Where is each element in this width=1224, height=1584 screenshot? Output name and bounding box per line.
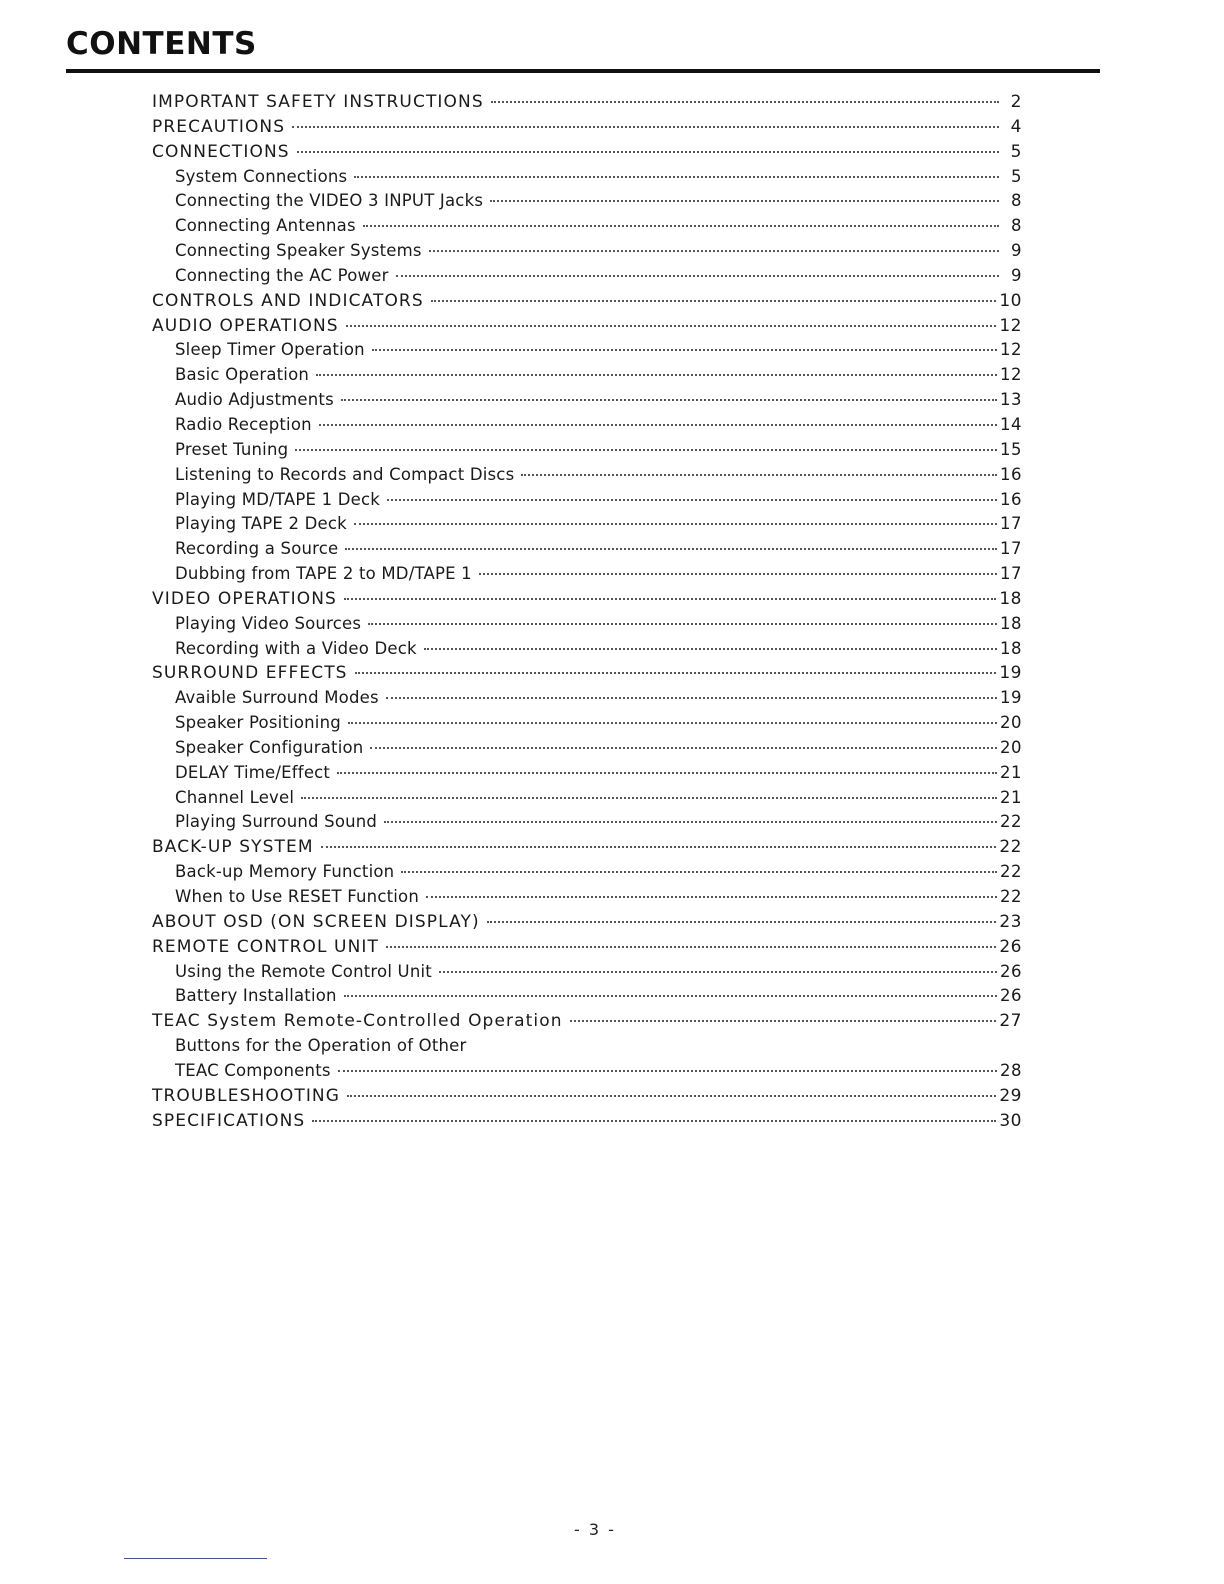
toc-entry-page: 18 [1000, 613, 1022, 633]
toc-dot-leader [348, 721, 997, 724]
toc-entry-label: Using the Remote Control Unit [175, 961, 432, 981]
toc-entry-page: 19 [1000, 688, 1022, 708]
toc-dot-leader [570, 1019, 997, 1022]
toc-entry [152, 612, 1022, 637]
toc-dot-leader [401, 870, 997, 873]
toc-entry-page: 12 [1000, 340, 1022, 360]
toc-dot-leader [386, 696, 997, 699]
toc-entry-page: 4 [1010, 116, 1022, 137]
toc-entry [152, 860, 1022, 885]
toc-entry-page: 30 [999, 1110, 1022, 1131]
toc-entry-page: 17 [1000, 564, 1022, 584]
toc-dot-leader [490, 199, 999, 202]
toc-dot-leader [347, 1094, 996, 1097]
toc-entry-page: 13 [1000, 390, 1022, 410]
toc-entry [152, 910, 1022, 935]
toc-entry-label: Playing TAPE 2 Deck [175, 514, 347, 534]
toc-entry-label: CONTROLS AND INDICATORS [152, 290, 424, 311]
toc-entry-page: 26 [1000, 961, 1022, 981]
toc-dot-leader [363, 224, 999, 227]
toc-dot-leader [312, 1119, 996, 1122]
toc-entry [152, 810, 1022, 835]
toc-entry-page: 12 [1000, 365, 1022, 385]
toc-entry-label: Playing Surround Sound [175, 812, 378, 832]
toc-entry-page: 8 [1011, 216, 1022, 236]
toc-entry-label: REMOTE CONTROL UNIT [152, 936, 380, 957]
toc-entry [152, 661, 1022, 686]
toc-entry-page: 22 [1000, 887, 1022, 906]
page-title: CONTENTS [66, 26, 257, 62]
toc-entry-label: VIDEO OPERATIONS [152, 588, 337, 609]
toc-entry-label: Connecting Antennas [175, 216, 356, 236]
toc-entry [152, 537, 1022, 562]
toc-entry [152, 363, 1022, 388]
toc-entry [152, 264, 1022, 289]
toc-entry [152, 1009, 1022, 1034]
toc-entry-page: 26 [1000, 986, 1022, 1006]
toc-dot-leader [396, 274, 999, 277]
toc-entry-label: ABOUT OSD (ON SCREEN DISPLAY) [152, 911, 480, 932]
toc-entry-page: 17 [1000, 539, 1022, 559]
toc-entry [152, 438, 1022, 463]
toc-dot-leader [337, 771, 997, 774]
toc-entry [152, 314, 1022, 339]
toc-entry-page: 26 [999, 936, 1022, 957]
toc-entry-page: 22 [1000, 862, 1022, 882]
toc-entry-page: 20 [1000, 713, 1022, 733]
toc-entry-label: Playing MD/TAPE 1 Deck [175, 489, 381, 509]
footer-line [124, 1558, 267, 1559]
toc-dot-leader [368, 622, 997, 625]
toc-entry-label: Basic Operation [175, 365, 310, 385]
toc-dot-leader [387, 498, 997, 501]
toc-entry-label: Battery Installation [175, 986, 337, 1006]
toc-entry-page: 9 [1011, 265, 1022, 285]
toc-entry [152, 413, 1022, 438]
toc-entry [152, 786, 1022, 811]
toc-entry-label: Back-up Memory Function [175, 862, 395, 882]
toc-dot-leader [370, 746, 997, 749]
toc-entry [152, 1109, 1022, 1134]
toc-entry-label: Buttons for the Operation of Other [175, 1036, 467, 1056]
toc-dot-leader [439, 970, 997, 973]
toc-entry [152, 289, 1022, 314]
toc-entry-label: SPECIFICATIONS [152, 1110, 306, 1131]
toc-dot-leader [301, 796, 997, 799]
toc-entry-page: 18 [1000, 638, 1022, 658]
toc-dot-leader [338, 1069, 997, 1072]
toc-dot-leader [386, 945, 996, 948]
toc-entry-label: IMPORTANT SAFETY INSTRUCTIONS [152, 92, 484, 112]
toc-entry-label: Avaible Surround Modes [175, 688, 379, 708]
toc-entry-label: Speaker Configuration [175, 737, 364, 757]
toc-entry-label: Recording a Source [175, 539, 339, 559]
toc-entry [152, 711, 1022, 736]
toc-entry [152, 637, 1022, 662]
toc-entry [152, 1084, 1022, 1109]
toc-dot-leader [354, 522, 997, 525]
toc-entry-page: 16 [1000, 464, 1022, 484]
toc-entry-page: 18 [999, 588, 1022, 609]
toc-entry [152, 736, 1022, 761]
toc-dot-leader [344, 597, 996, 600]
toc-entry-page: 28 [1000, 1060, 1022, 1080]
toc-entry [152, 463, 1022, 488]
toc-entry-label: Audio Adjustments [175, 390, 334, 410]
toc-entry-page: 29 [999, 1085, 1022, 1106]
toc-dot-leader [479, 572, 997, 575]
toc-entry-label: TEAC System Remote-Controlled Operation [152, 1011, 563, 1032]
toc-entry-label: TROUBLESHOOTING [152, 1085, 341, 1106]
toc-entry-label: CONNECTIONS [152, 141, 290, 162]
toc-entry-label: BACK-UP SYSTEM [152, 837, 314, 858]
toc-entry [152, 686, 1022, 711]
toc-entry [152, 115, 1022, 140]
toc-entry-page: 19 [999, 663, 1022, 684]
toc-dot-leader [491, 100, 999, 103]
toc-entry-page: 22 [1000, 812, 1022, 832]
toc-entry [152, 214, 1022, 239]
toc-entry-label: When to Use RESET Function [175, 887, 419, 906]
toc-entry-page: 2 [1010, 92, 1022, 112]
toc-dot-leader [344, 994, 997, 997]
toc-entry-label: Listening to Records and Compact Discs [175, 464, 515, 484]
toc-entry [152, 835, 1022, 860]
toc-entry-label: Radio Reception [175, 414, 312, 434]
toc-entry [152, 960, 1022, 985]
toc-entry [152, 488, 1022, 513]
toc-entry-label: Speaker Positioning [175, 713, 341, 733]
toc-entry-label: Connecting the AC Power [175, 265, 389, 285]
toc-entry-page: 8 [1011, 191, 1022, 211]
page-number: - 3 - [574, 1520, 616, 1539]
toc-entry-page: 23 [999, 911, 1022, 932]
toc-dot-leader [426, 895, 997, 898]
toc-entry-page: 10 [999, 290, 1022, 311]
toc-entry-page: 17 [1000, 514, 1022, 534]
toc-entry-page: 21 [1000, 762, 1022, 782]
toc-entry-label: Preset Tuning [175, 439, 289, 459]
toc-dot-leader [355, 671, 997, 674]
toc-dot-leader [372, 348, 997, 351]
toc-entry [152, 512, 1022, 537]
toc-dot-leader [384, 820, 997, 823]
toc-entry-label: SURROUND EFFECTS [152, 663, 348, 684]
toc-entry [152, 1034, 1022, 1059]
toc-entry-page: 9 [1011, 241, 1022, 261]
toc-dot-leader [295, 448, 997, 451]
toc-entry-label: AUDIO OPERATIONS [152, 315, 339, 336]
toc-entry-page: 27 [999, 1011, 1022, 1032]
toc-entry-label: DELAY Time/Effect [175, 762, 331, 782]
toc-entry [152, 935, 1022, 960]
table-of-contents [152, 90, 1022, 1133]
toc-entry [152, 761, 1022, 786]
toc-entry [152, 1059, 1022, 1084]
toc-entry-label: Recording with a Video Deck [175, 638, 417, 658]
toc-dot-leader [521, 473, 997, 476]
toc-entry [152, 90, 1022, 115]
toc-entry [152, 338, 1022, 363]
toc-entry [152, 562, 1022, 587]
toc-entry [152, 189, 1022, 214]
toc-entry-label: Dubbing from TAPE 2 to MD/TAPE 1 [175, 564, 472, 584]
toc-entry-label: Connecting Speaker Systems [175, 241, 422, 261]
toc-entry-label: Channel Level [175, 787, 295, 807]
toc-dot-leader [346, 324, 997, 327]
toc-dot-leader [429, 249, 999, 252]
toc-entry-label: Playing Video Sources [175, 613, 362, 633]
toc-entry-page: 21 [1000, 787, 1022, 807]
toc-dot-leader [321, 845, 997, 848]
toc-entry [152, 239, 1022, 264]
toc-dot-leader [424, 647, 997, 650]
toc-entry-page: 15 [1000, 439, 1022, 459]
toc-entry [152, 165, 1022, 190]
toc-dot-leader [297, 150, 999, 153]
toc-entry-label: PRECAUTIONS [152, 116, 286, 137]
toc-entry-page: 5 [1010, 141, 1022, 162]
toc-entry [152, 587, 1022, 612]
toc-entry-label: System Connections [175, 166, 348, 186]
toc-dot-leader [316, 373, 997, 376]
toc-entry-page: 20 [1000, 737, 1022, 757]
toc-dot-leader [341, 398, 997, 401]
toc-entry [152, 984, 1022, 1009]
toc-entry-label: Sleep Timer Operation [175, 340, 365, 360]
toc-dot-leader [319, 423, 997, 426]
toc-entry-label: Connecting the VIDEO 3 INPUT Jacks [175, 191, 484, 211]
toc-entry-page: 5 [1011, 166, 1022, 186]
toc-entry [152, 140, 1022, 165]
toc-dot-leader [431, 299, 997, 302]
toc-entry [152, 885, 1022, 910]
toc-dot-leader [292, 125, 999, 128]
toc-dot-leader [487, 920, 997, 923]
title-rule [66, 69, 1100, 73]
toc-entry [152, 388, 1022, 413]
toc-entry-page: 16 [1000, 489, 1022, 509]
toc-entry-page: 14 [1000, 414, 1022, 434]
toc-dot-leader [354, 175, 999, 178]
toc-entry-label: TEAC Components [175, 1060, 331, 1080]
toc-entry-page: 12 [999, 315, 1022, 336]
toc-entry-page: 22 [999, 837, 1022, 858]
toc-dot-leader [345, 547, 997, 550]
